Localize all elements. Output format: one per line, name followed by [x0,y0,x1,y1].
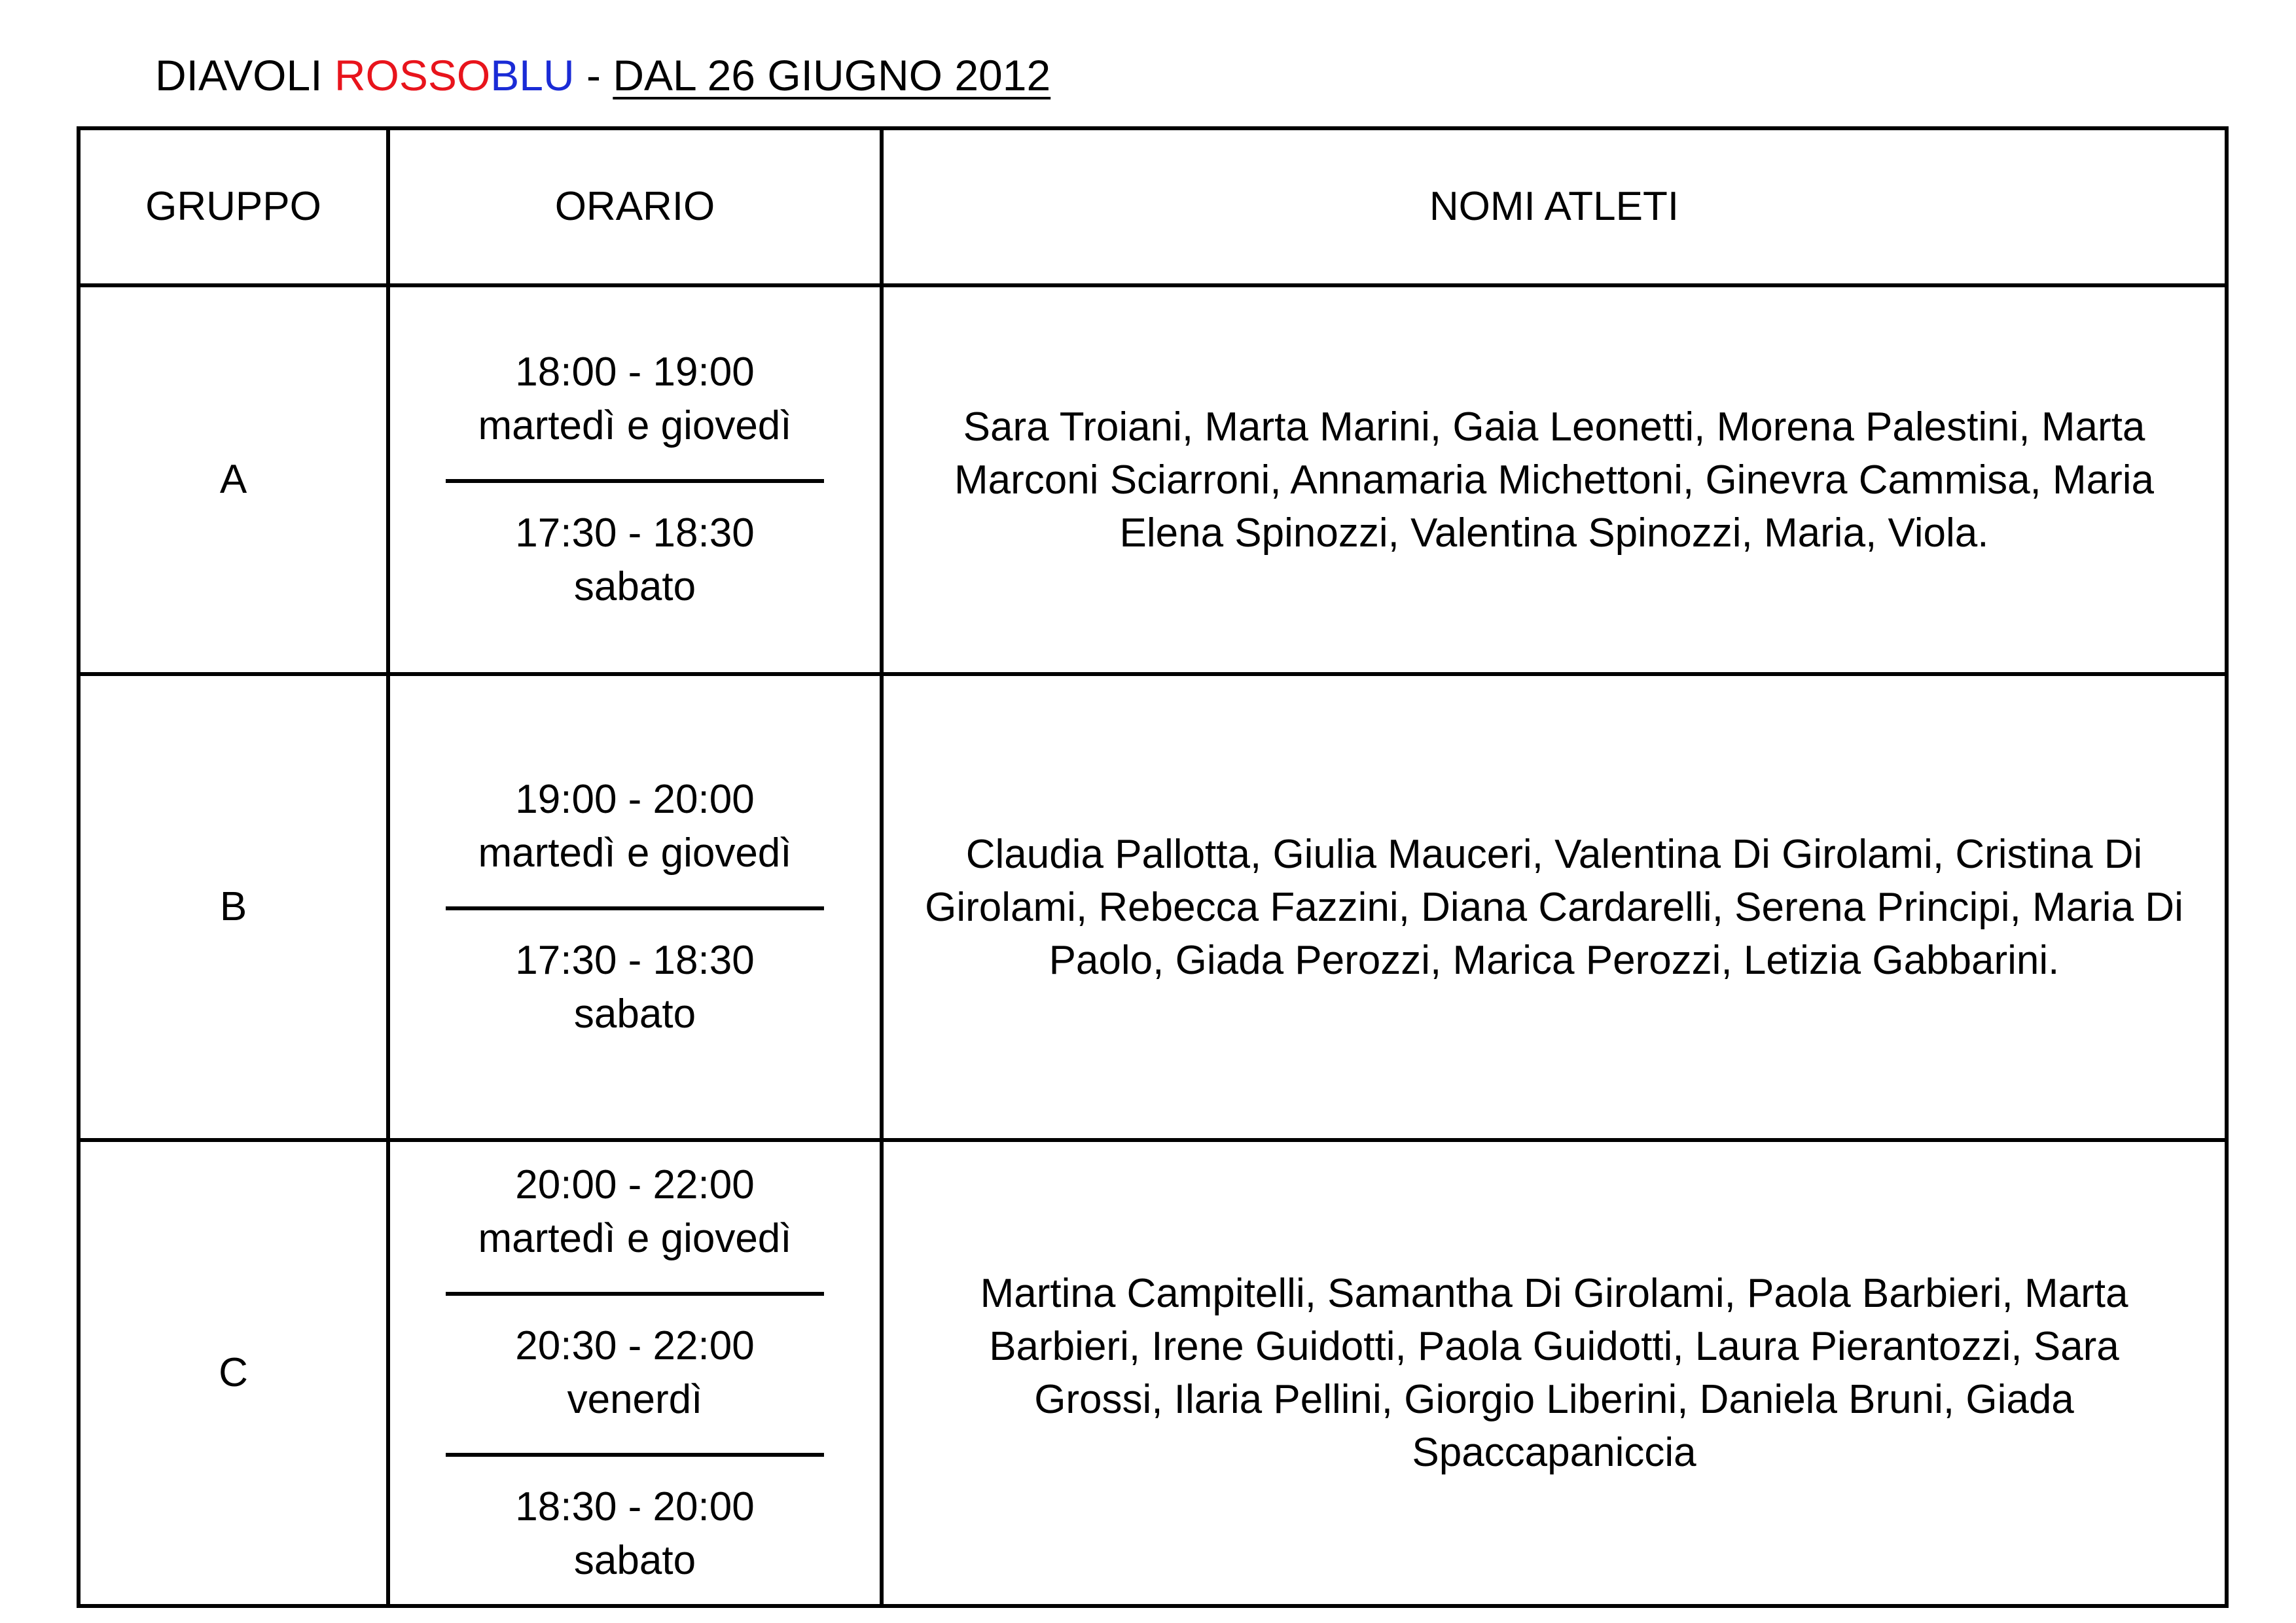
slot-time: 20:30 - 22:00 [515,1323,755,1368]
athlete-names: Claudia Pallotta, Giulia Mauceri, Valentina Di Girolami, Cristina Di Girolami, Rebecca Fazzini, Diana Cardarelli, Serena Principi, Maria Di Paolo, Giada Perozzi, Marica Perozzi, Letizia Gabbarini. [925,831,2183,983]
header-orario: ORARIO [388,128,882,285]
schedule-table [77,126,2229,1608]
time-slot [390,346,880,453]
page-title [155,46,1050,105]
athlete-names: Martina Campitelli, Samantha Di Girolami, Paola Barbieri, Marta Barbieri, Irene Guidotti, Paola Guidotti, Laura Pierantozzi, Sara Grossi, Ilaria Pellini, Giorgio Liberini, Daniela Bruni, Giada Spaccapaniccia [980,1271,2128,1475]
table-row-group-c [79,1140,2227,1606]
schedule-cell [388,1140,882,1606]
schedule-cell [388,285,882,674]
slot-time: 17:30 - 18:30 [515,938,755,983]
schedule-cell [388,674,882,1140]
slot-divider [446,1292,824,1296]
slot-divider [446,906,824,910]
header-gruppo: GRUPPO [79,128,388,285]
slot-time: 19:00 - 20:00 [515,777,755,822]
time-slot [390,1319,880,1427]
title-date: DAL 26 GIUGNO 2012 [613,51,1051,99]
slot-divider [446,479,824,483]
table-row-group-a [79,285,2227,674]
time-slot [390,773,880,880]
slot-days: martedì e giovedì [478,403,792,448]
slot-days: venerdì [567,1377,703,1422]
athletes-cell [882,1140,2227,1606]
title-rosso: ROSSO [334,51,491,99]
group-cell: C [79,1140,388,1606]
title-blu: BLU [490,51,575,99]
table-row-group-b [79,674,2227,1140]
time-slot [390,1158,880,1266]
athletes-cell [882,285,2227,674]
athletes-cell [882,674,2227,1140]
slot-days: martedì e giovedì [478,830,792,876]
slot-days: martedì e giovedì [478,1216,792,1261]
table-header-row [79,128,2227,285]
slot-time: 18:30 - 20:00 [515,1484,755,1529]
title-prefix: DIAVOLI [155,51,334,99]
slot-time: 20:00 - 22:00 [515,1162,755,1207]
header-nomi-atleti: NOMI ATLETI [882,128,2227,285]
time-slot [390,1480,880,1588]
slot-time: 18:00 - 19:00 [515,349,755,395]
slot-days: sabato [573,564,696,609]
group-cell: B [79,674,388,1140]
athlete-names: Sara Troiani, Marta Marini, Gaia Leonetti, Morena Palestini, Marta Marconi Sciarroni, Annamaria Michettoni, Ginevra Cammisa, Maria Elena Spinozzi, Valentina Spinozzi, Maria, Viola. [954,404,2155,556]
time-slot [390,507,880,614]
slot-divider [446,1453,824,1457]
slot-days: sabato [573,1538,696,1583]
slot-days: sabato [573,991,696,1037]
group-cell: A [79,285,388,674]
time-slot [390,934,880,1041]
slot-time: 17:30 - 18:30 [515,510,755,556]
title-separator: - [574,51,613,99]
